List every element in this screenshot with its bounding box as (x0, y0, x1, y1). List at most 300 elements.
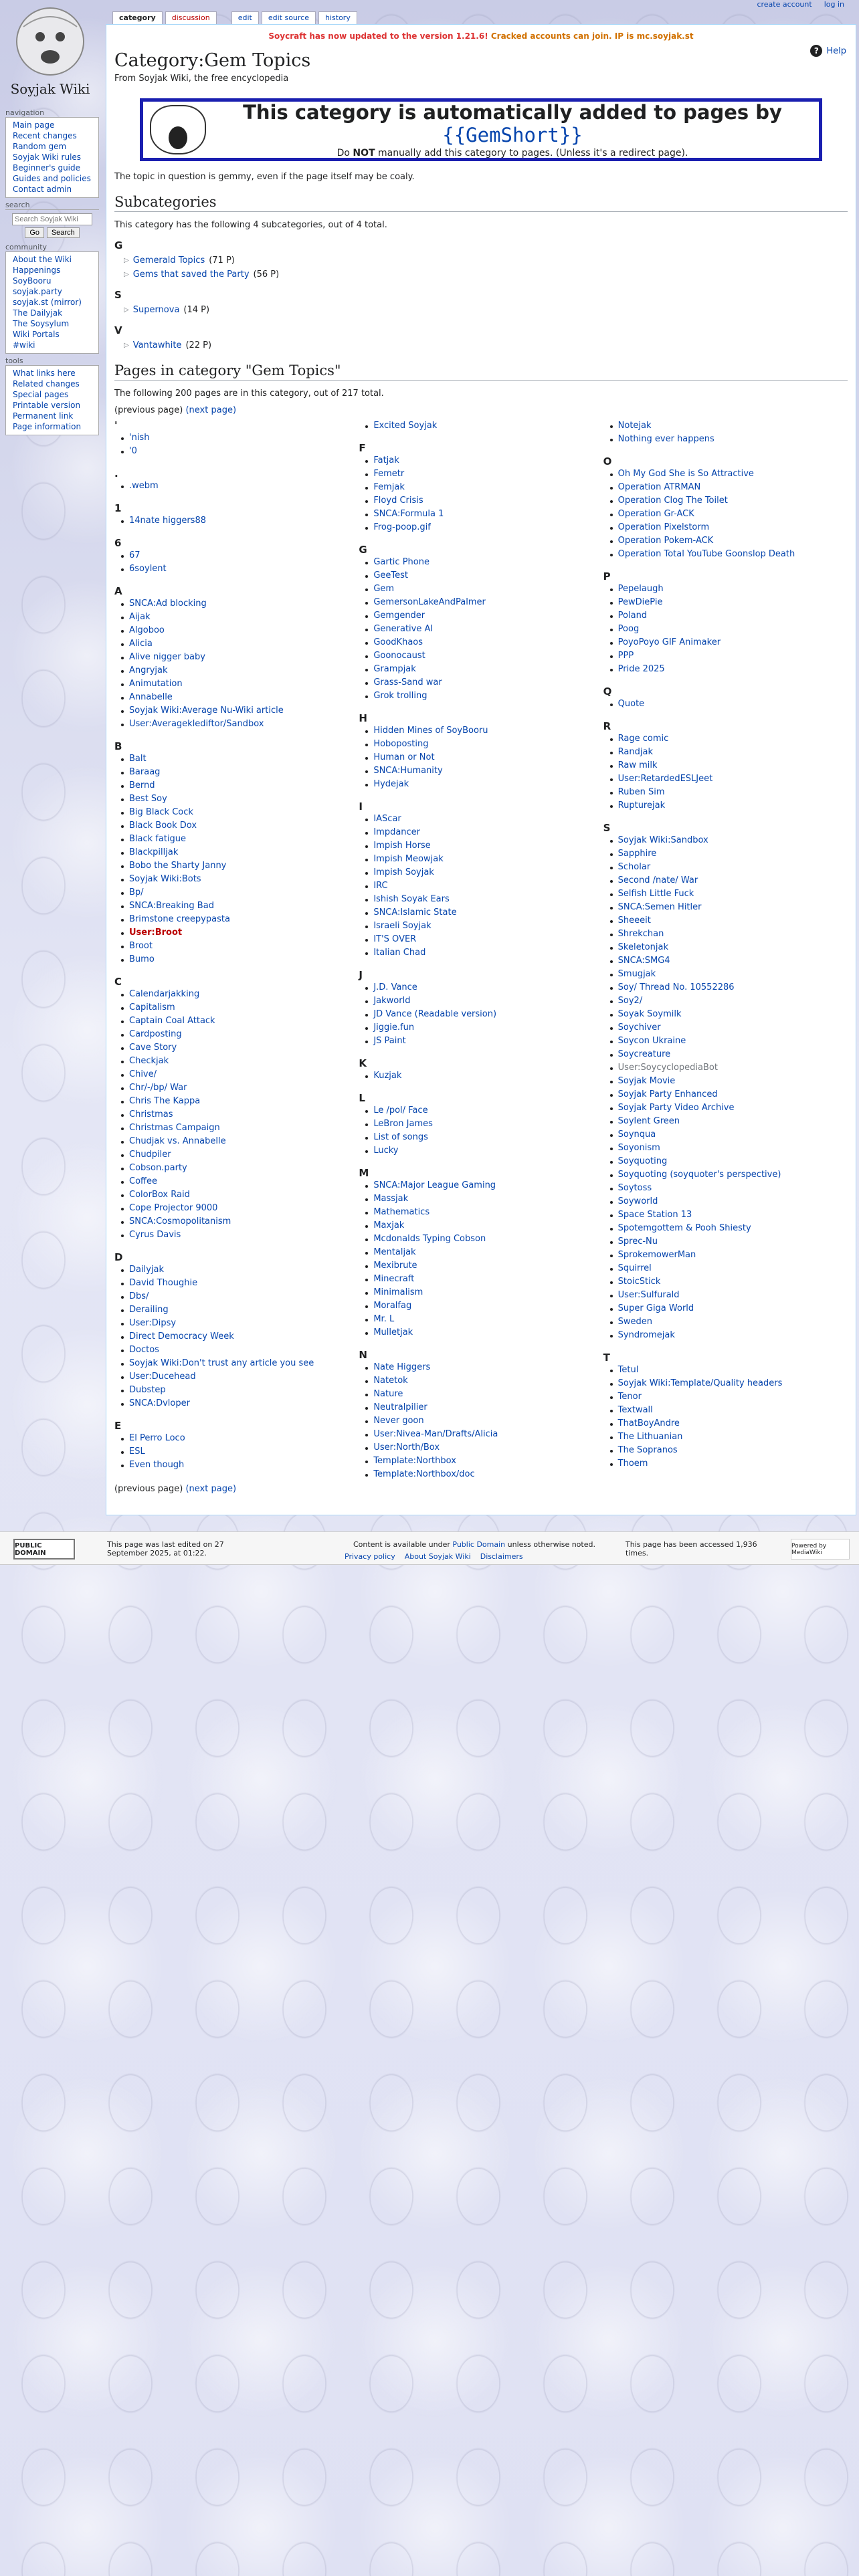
page-link[interactable]: Doctos (120, 1344, 359, 1357)
footer-links (345, 1552, 523, 1561)
page-link[interactable]: PewDiePie (609, 596, 848, 609)
sidebar-nav-item[interactable]: Soyjak Wiki rules (13, 152, 82, 162)
page-link[interactable]: SprokemowerMan (609, 1249, 848, 1262)
page-link[interactable]: Dbs/ (120, 1290, 359, 1303)
page-link[interactable]: Soyjak Wiki:Don't trust any article you see (120, 1357, 359, 1370)
page-link[interactable]: Soyjak Wiki:Bots (120, 873, 359, 886)
page-link[interactable]: Chris The Kappa (120, 1095, 359, 1108)
notice-heading (206, 101, 819, 146)
page-link[interactable]: Balt (120, 752, 359, 766)
site-notice-text: Soycraft has now updated to the version 1.21.6! (268, 31, 491, 41)
page-list (609, 732, 848, 813)
page-link[interactable]: Super Giga World (609, 1302, 848, 1315)
page-link[interactable]: Calendarjakking (120, 988, 359, 1001)
page-link[interactable]: User:SoycyclopediaBot (609, 1061, 848, 1075)
page-link[interactable]: Christmas Campaign (120, 1121, 359, 1135)
page-link[interactable]: Frog-poop.gif (364, 521, 603, 534)
subcategory-letter: V (114, 324, 122, 336)
page-link[interactable]: David Thoughie (120, 1277, 359, 1290)
page-link[interactable]: LeBron James (364, 1117, 603, 1131)
sidebar-community-item[interactable]: #wiki (13, 340, 35, 350)
page-link[interactable]: Syndromejak (609, 1329, 848, 1342)
page-link[interactable]: Moralfag (364, 1299, 603, 1313)
help-link[interactable] (810, 45, 846, 57)
page-link[interactable]: Big Black Cock (120, 806, 359, 819)
page-link[interactable]: Selfish Little Fuck (609, 887, 848, 901)
subcategory-link[interactable]: Vantawhite (132, 340, 182, 350)
page-link[interactable]: Operation Gr-ACK (609, 508, 848, 521)
page-link[interactable]: Femetr (364, 467, 603, 481)
page-link[interactable]: Femjak (364, 481, 603, 494)
page-link[interactable]: Soyjak Wiki:Average Nu-Wiki article (120, 704, 359, 718)
page-link[interactable]: Bernd (120, 779, 359, 792)
community-list (5, 252, 99, 354)
page-list (120, 514, 359, 528)
page-link[interactable]: Impish Horse (364, 839, 603, 853)
page-link[interactable]: Minecraft (364, 1273, 603, 1286)
portal-community-title: community (5, 243, 99, 252)
page-link[interactable]: Soyworld (609, 1195, 848, 1208)
page-link[interactable]: Animutation (120, 677, 359, 691)
page-link[interactable]: GemersonLakeAndPalmer (364, 596, 603, 609)
sidebar-community-item[interactable]: The Dailyjak (13, 308, 63, 318)
sidebar-community-item[interactable]: soyjak.party (13, 287, 62, 296)
page-link[interactable]: Floyd Crisis (364, 494, 603, 508)
page-link[interactable]: Fatjak (364, 454, 603, 467)
page-link[interactable]: ColorBox Raid (120, 1188, 359, 1202)
page-link[interactable]: Jakworld (364, 994, 603, 1008)
search-button[interactable]: Search (47, 227, 80, 238)
page-link[interactable]: Thoem (609, 1457, 848, 1471)
page-link[interactable]: GoodKhaos (364, 636, 603, 649)
page-link[interactable]: Soychiver (609, 1021, 848, 1035)
page-link[interactable]: Generative AI (364, 623, 603, 636)
page-link[interactable]: Mentaljak (364, 1246, 603, 1259)
sidebar-nav-item[interactable]: Guides and policies (13, 174, 91, 183)
about-link[interactable]: About Soyjak Wiki (404, 1552, 471, 1561)
page-link[interactable]: User:Broot (120, 926, 359, 940)
page-link[interactable]: Algoboo (120, 624, 359, 637)
search-input[interactable] (12, 213, 92, 225)
tab-edit[interactable]: edit (231, 11, 259, 25)
page-link[interactable]: Tetul (609, 1364, 848, 1377)
sidebar-nav-item[interactable]: Recent changes (13, 131, 77, 140)
next-page-top[interactable]: (next page) (185, 405, 237, 415)
page-link[interactable]: IAScar (364, 813, 603, 826)
page-link[interactable]: Tenor (609, 1390, 848, 1404)
page-link[interactable]: Chr/-/bp/ War (120, 1081, 359, 1095)
page-link[interactable]: Human or Not (364, 751, 603, 764)
page-link[interactable]: Bp/ (120, 886, 359, 899)
page-link[interactable]: Template:Northbox (364, 1455, 603, 1468)
page-tabs (112, 11, 357, 25)
page-link[interactable]: Soyquoting (soyquoter's perspective) (609, 1168, 848, 1182)
page-link[interactable]: Alive nigger baby (120, 651, 359, 664)
page-link[interactable]: Direct Democracy Week (120, 1330, 359, 1344)
sidebar-tools-item[interactable]: What links here (13, 368, 76, 378)
page-link[interactable]: ThatBoyAndre (609, 1417, 848, 1430)
page-link[interactable]: Cave Story (120, 1041, 359, 1055)
page-link[interactable]: Sweden (609, 1315, 848, 1329)
page-link[interactable]: Quote (609, 697, 848, 711)
page-link[interactable]: ESL (120, 1445, 359, 1459)
sidebar-nav-item[interactable]: Contact admin (13, 185, 72, 194)
page-link[interactable]: PPP (609, 649, 848, 663)
sidebar-nav-item[interactable]: Random gem (13, 142, 67, 151)
page-link[interactable]: Grok trolling (364, 689, 603, 703)
expand-arrow-icon[interactable]: ▷ (124, 271, 129, 278)
page-link[interactable]: SNCA:Breaking Bad (120, 899, 359, 913)
page-link[interactable]: Natetok (364, 1374, 603, 1388)
page-letter-heading: 6 (114, 537, 122, 549)
portal-tools-title: tools (5, 356, 99, 366)
page-link[interactable]: Dailyjak (120, 1263, 359, 1277)
page-link[interactable]: Cyrus Davis (120, 1228, 359, 1242)
page-link[interactable]: Ishish Soyak Ears (364, 893, 603, 906)
page-link[interactable]: Soynqua (609, 1128, 848, 1142)
page-link[interactable]: User:Averageklediftor/Sandbox (120, 718, 359, 731)
page-link[interactable]: Impish Meowjak (364, 853, 603, 866)
page-link[interactable]: PoyoPoyo GIF Animaker (609, 636, 848, 649)
subcategory-count: (71 P) (209, 255, 235, 265)
page-link[interactable]: Impdancer (364, 826, 603, 839)
login-link[interactable]: log in (824, 0, 844, 9)
page-link[interactable]: Grampjak (364, 663, 603, 676)
page-link[interactable]: Shrekchan (609, 928, 848, 941)
page-link[interactable]: '0 (120, 445, 359, 458)
page-link[interactable]: Operation Clog The Toilet (609, 494, 848, 508)
tab-discussion[interactable]: discussion (165, 11, 217, 25)
page-link[interactable]: SNCA:Dvloper (120, 1397, 359, 1410)
page-link[interactable]: Rupturejak (609, 799, 848, 813)
page-link[interactable]: Brimstone creepypasta (120, 913, 359, 926)
page-link[interactable]: Gartic Phone (364, 556, 603, 569)
page-link[interactable]: .webm (120, 479, 359, 493)
page-link[interactable]: Space Station 13 (609, 1208, 848, 1222)
sidebar-tools-item[interactable]: Printable version (13, 401, 81, 410)
page-link[interactable]: Israeli Soyjak (364, 920, 603, 933)
page-link[interactable]: JD Vance (Readable version) (364, 1008, 603, 1021)
license-text (353, 1540, 621, 1549)
page-link[interactable]: Notejak (609, 419, 848, 433)
page-link[interactable]: Maxjak (364, 1219, 603, 1232)
sidebar-nav-item[interactable]: Beginner's guide (13, 163, 81, 173)
page-link[interactable]: Bobo the Sharty Janny (120, 859, 359, 873)
page-link[interactable]: Soylent Green (609, 1115, 848, 1128)
page-link[interactable]: Cardposting (120, 1028, 359, 1041)
sidebar-community-item[interactable]: soyjak.st (mirror) (13, 298, 82, 307)
go-button[interactable]: Go (25, 227, 44, 238)
page-link[interactable]: 'nish (120, 431, 359, 445)
sidebar-tools-item[interactable]: Page information (13, 422, 82, 431)
page-link[interactable]: Captain Coal Attack (120, 1014, 359, 1028)
page-link[interactable]: Nature (364, 1388, 603, 1401)
page-link[interactable]: Soy2/ (609, 994, 848, 1008)
page-link[interactable]: Goonocaust (364, 649, 603, 663)
page-link[interactable]: Soyak Soymilk (609, 1008, 848, 1021)
page-link[interactable]: Raw milk (609, 759, 848, 772)
page-letter-heading: N (359, 1349, 367, 1361)
page-link[interactable]: SNCA:Ad blocking (120, 597, 359, 611)
page-link[interactable]: 6soylent (120, 562, 359, 576)
page-link[interactable]: Alicia (120, 637, 359, 651)
page-link[interactable]: Coffee (120, 1175, 359, 1188)
page-link[interactable]: Poog (609, 623, 848, 636)
page-link[interactable]: Annabelle (120, 691, 359, 704)
navigation-list (5, 118, 99, 198)
sidebar-community-item[interactable]: Wiki Portals (13, 330, 60, 339)
page-letter-heading: 1 (114, 502, 122, 514)
notice-subtext (206, 148, 819, 158)
page-link[interactable]: Checkjak (120, 1055, 359, 1068)
page-link[interactable]: Grass-Sand war (364, 676, 603, 689)
page-link[interactable]: SNCA:Major League Gaming (364, 1179, 603, 1192)
page-link[interactable]: Mathematics (364, 1206, 603, 1219)
page-link[interactable]: Sapphire (609, 847, 848, 861)
page-list (364, 419, 603, 433)
page-link[interactable]: Soycreature (609, 1048, 848, 1061)
page-link[interactable]: Chudjak vs. Annabelle (120, 1135, 359, 1148)
page-letter-heading: T (603, 1352, 610, 1364)
page-link[interactable]: GeeTest (364, 569, 603, 582)
page-list (120, 479, 359, 493)
sidebar-tools-item[interactable]: Related changes (13, 379, 80, 389)
page-link[interactable]: Squirrel (609, 1262, 848, 1275)
page-link[interactable]: Mr. L (364, 1313, 603, 1326)
page-link[interactable]: Cope Projector 9000 (120, 1202, 359, 1215)
gemshort-template-link[interactable]: {{GemShort}} (442, 124, 583, 146)
page-link[interactable]: Black Book Dox (120, 819, 359, 833)
page-link[interactable]: Angryjak (120, 664, 359, 677)
pagination-top (114, 405, 848, 415)
public-domain-link[interactable]: Public Domain (452, 1540, 506, 1549)
page-link[interactable]: Gemgender (364, 609, 603, 623)
page-link[interactable]: Soyjak Movie (609, 1075, 848, 1088)
page-link[interactable]: Black fatigue (120, 833, 359, 846)
sidebar-nav-item[interactable]: Main page (13, 120, 55, 130)
tab-edit-source[interactable]: edit source (262, 11, 316, 25)
page-link[interactable]: SNCA:Cosmopolitanism (120, 1215, 359, 1228)
intro-text: The topic in question is gemmy, even if the page itself may be coaly. (114, 172, 415, 182)
page-link[interactable]: Poland (609, 609, 848, 623)
page-link[interactable]: Operation Total YouTube Goonslop Death (609, 548, 848, 561)
page-link[interactable]: SNCA:Humanity (364, 764, 603, 778)
public-domain-badge[interactable]: PUBLIC DOMAIN (13, 1539, 75, 1560)
page-link[interactable]: Mexibrute (364, 1259, 603, 1273)
sidebar-community-item[interactable]: The Soysylum (13, 319, 70, 328)
page-link[interactable]: Derailing (120, 1303, 359, 1317)
page-column (114, 419, 359, 1481)
site-name: Soyjak Wiki (10, 81, 90, 97)
page-letter-heading: K (359, 1057, 367, 1069)
page-link[interactable]: Mulletjak (364, 1326, 603, 1339)
page-link[interactable]: Soyonism (609, 1142, 848, 1155)
page-link[interactable]: User:North/Box (364, 1441, 603, 1455)
page-link[interactable]: El Perro Loco (120, 1432, 359, 1445)
page-link[interactable]: JS Paint (364, 1035, 603, 1048)
tab-spacer (219, 11, 229, 25)
page-link[interactable]: Hydejak (364, 778, 603, 791)
page-link[interactable]: Skeletonjak (609, 941, 848, 954)
subcategory-item[interactable] (124, 340, 848, 350)
page-link[interactable]: Jiggie.fun (364, 1021, 603, 1035)
page-link[interactable]: IT'S OVER (364, 933, 603, 946)
page-link[interactable]: User:Ducehead (120, 1370, 359, 1384)
page-link[interactable]: Minimalism (364, 1286, 603, 1299)
powered-by-mediawiki-badge[interactable]: Powered by MediaWiki (791, 1539, 850, 1560)
notice-heading-text: This category is automatically added to pages by (243, 101, 782, 124)
create-account-link[interactable]: create account (757, 0, 812, 9)
site-notice-ip: Cracked accounts can join. IP is mc.soyjak.st (490, 31, 694, 41)
page-link[interactable]: Spotemgottem & Pooh Shiesty (609, 1222, 848, 1235)
page-letter-heading: B (114, 740, 122, 752)
page-link[interactable]: Nothing ever happens (609, 433, 848, 446)
personal-tools (757, 0, 844, 9)
page-link[interactable]: Capitalism (120, 1001, 359, 1014)
page-link[interactable]: Bumo (120, 953, 359, 966)
page-letter-heading: . (114, 467, 118, 479)
page-link[interactable]: Operation Pokem-ACK (609, 534, 848, 548)
page-link[interactable]: 14nate higgers88 (120, 514, 359, 528)
page-link[interactable]: Pride 2025 (609, 663, 848, 676)
subcategory-item[interactable] (124, 270, 848, 280)
page-link[interactable]: SNCA:Semen Hitler (609, 901, 848, 914)
privacy-link[interactable]: Privacy policy (345, 1552, 395, 1561)
page-list (364, 981, 603, 1048)
page-link[interactable]: Lucky (364, 1144, 603, 1158)
page-letter-heading: G (359, 544, 367, 556)
page-link[interactable]: Soy/ Thread No. 10552286 (609, 981, 848, 994)
page-link[interactable]: Chive/ (120, 1068, 359, 1081)
page-list (364, 1179, 603, 1339)
page-link[interactable]: Aijak (120, 611, 359, 624)
page-list (120, 988, 359, 1242)
next-page-bottom[interactable]: (next page) (185, 1484, 237, 1494)
page-link[interactable]: SNCA:SMG4 (609, 954, 848, 968)
page-link[interactable]: Second /nate/ War (609, 874, 848, 887)
sidebar-community-item[interactable]: Happenings (13, 265, 61, 275)
page-link[interactable]: User:Sulfurald (609, 1289, 848, 1302)
subcategory-link[interactable]: Gems that saved the Party (132, 270, 250, 280)
expand-arrow-icon[interactable]: ▷ (124, 342, 129, 349)
page-link[interactable]: SNCA:Islamic State (364, 906, 603, 920)
page-list (364, 454, 603, 534)
page-link[interactable]: Kuzjak (364, 1069, 603, 1083)
page-link[interactable]: Rage comic (609, 732, 848, 746)
page-link[interactable]: Gem (364, 582, 603, 596)
page-link[interactable]: Hidden Mines of SoyBooru (364, 724, 603, 738)
page-link[interactable]: Template:Northbox/doc (364, 1468, 603, 1481)
page-link[interactable]: IRC (364, 879, 603, 893)
page-link[interactable]: Hoboposting (364, 738, 603, 751)
page-link[interactable]: Oh My God She is So Attractive (609, 467, 848, 481)
page-link[interactable]: Randjak (609, 746, 848, 759)
page-link[interactable]: Ruben Sim (609, 786, 848, 799)
page-link[interactable]: Massjak (364, 1192, 603, 1206)
footer (0, 1531, 859, 1565)
page-link[interactable]: Le /pol/ Face (364, 1104, 603, 1117)
page-link[interactable]: Smugjak (609, 968, 848, 981)
page-link[interactable]: 67 (120, 549, 359, 562)
page-link[interactable]: Soyjak Wiki:Template/Quality headers (609, 1377, 848, 1390)
page-link[interactable]: Operation Pixelstorm (609, 521, 848, 534)
disclaimers-link[interactable]: Disclaimers (480, 1552, 523, 1561)
page-link[interactable]: User:RetardedESLJeet (609, 772, 848, 786)
page-link[interactable]: Soyjak Wiki:Sandbox (609, 834, 848, 847)
page-list (609, 834, 848, 1342)
sidebar-tools-item[interactable]: Special pages (13, 390, 69, 399)
sidebar-tools-item[interactable]: Permanent link (13, 411, 74, 421)
main-content (106, 24, 856, 1515)
page-letter-heading: S (603, 822, 611, 834)
pagination-bottom (114, 1484, 848, 1494)
license-1: Content is available under (353, 1540, 453, 1549)
page-link[interactable]: Soyjak Party Video Archive (609, 1101, 848, 1115)
page-link[interactable]: Neutralpilier (364, 1401, 603, 1414)
site-logo[interactable] (0, 0, 100, 100)
page-link[interactable]: Cobson.party (120, 1162, 359, 1175)
sidebar-community-item[interactable]: About the Wiki (13, 255, 72, 264)
page-link[interactable]: StoicStick (609, 1275, 848, 1289)
page-link[interactable]: Scholar (609, 861, 848, 874)
page-link[interactable]: Italian Chad (364, 946, 603, 960)
page-link[interactable]: Never goon (364, 1414, 603, 1428)
tab-category[interactable]: category (112, 11, 163, 25)
tab-history[interactable]: history (318, 11, 357, 25)
subcategory-link[interactable]: Gemerald Topics (132, 255, 205, 265)
page-link[interactable]: Baraag (120, 766, 359, 779)
page-link[interactable]: The Lithuanian (609, 1430, 848, 1444)
expand-arrow-icon[interactable]: ▷ (124, 306, 129, 314)
subcategory-link[interactable]: Supernova (132, 305, 180, 315)
page-link[interactable]: Soyquoting (609, 1155, 848, 1168)
subcategory-item[interactable] (124, 255, 848, 265)
page-link[interactable]: Textwall (609, 1404, 848, 1417)
wiki-globe-logo-icon (0, 0, 100, 100)
page-link[interactable]: SNCA:Formula 1 (364, 508, 603, 521)
page-list (364, 724, 603, 791)
page-link[interactable]: Dubstep (120, 1384, 359, 1397)
page-title: Category:Gem Topics (114, 50, 311, 71)
page-link[interactable]: Impish Soyjak (364, 866, 603, 879)
page-link[interactable]: Mcdonalds Typing Cobson (364, 1232, 603, 1246)
page-link[interactable]: Best Soy (120, 792, 359, 806)
page-link[interactable]: Sprec-Nu (609, 1235, 848, 1249)
page-link[interactable]: Soycon Ukraine (609, 1035, 848, 1048)
page-link[interactable]: Blackpilljak (120, 846, 359, 859)
page-link[interactable]: User:Nivea-Man/Drafts/Alicia (364, 1428, 603, 1441)
page-link[interactable]: Excited Soyjak (364, 419, 603, 433)
portal-search (5, 201, 99, 240)
page-link[interactable]: Christmas (120, 1108, 359, 1121)
page-link[interactable]: Soytoss (609, 1182, 848, 1195)
page-link[interactable]: Soyjak Party Enhanced (609, 1088, 848, 1101)
page-link[interactable]: Operation ATRMAN (609, 481, 848, 494)
page-link[interactable]: Sheeeit (609, 914, 848, 928)
page-link[interactable]: Even though (120, 1459, 359, 1472)
sidebar-community-item[interactable]: SoyBooru (13, 276, 52, 286)
page-link[interactable]: Pepelaugh (609, 582, 848, 596)
subcategory-item[interactable] (124, 305, 848, 315)
expand-arrow-icon[interactable]: ▷ (124, 257, 129, 264)
page-link[interactable]: Chudpiler (120, 1148, 359, 1162)
page-link[interactable]: Nate Higgers (364, 1361, 603, 1374)
page-link[interactable]: List of songs (364, 1131, 603, 1144)
page-link[interactable]: J.D. Vance (364, 981, 603, 994)
page-link[interactable]: The Sopranos (609, 1444, 848, 1457)
page-link[interactable]: User:Dipsy (120, 1317, 359, 1330)
page-link[interactable]: Broot (120, 940, 359, 953)
